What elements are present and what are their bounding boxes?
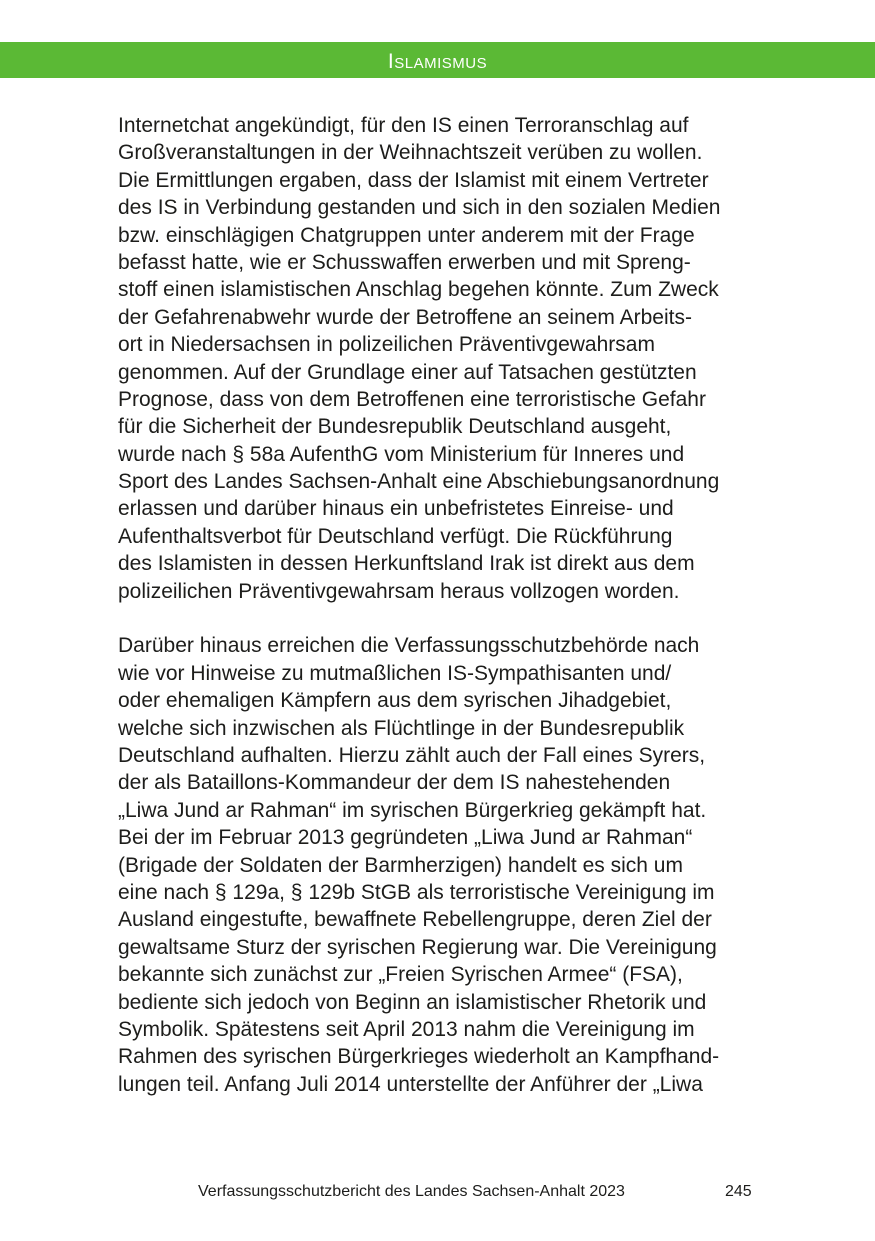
text-line: der als Bataillons-Kommandeur der dem IS nahestehenden bbox=[118, 771, 671, 795]
text-line: des Islamisten in dessen Herkunftsland Irak ist direkt aus dem bbox=[118, 552, 695, 576]
text-line: Symbolik. Spätestens seit April 2013 nahm die Vereinigung im bbox=[118, 1017, 695, 1041]
text-line: Die Ermittlungen ergaben, dass der Islamist mit einem Vertreter bbox=[118, 168, 709, 192]
text-line: erlassen und darüber hinaus ein unbefristetes Einreise- und bbox=[118, 497, 674, 521]
text-line: wie vor Hinweise zu mutmaßlichen IS-Sympathisanten und/ bbox=[118, 661, 672, 685]
text-line: des IS in Verbindung gestanden und sich in den sozialen Medien bbox=[118, 196, 721, 220]
text-line: eine nach § 129a, § 129b StGB als terroristische Vereinigung im bbox=[118, 880, 715, 904]
section-title: Islamismus bbox=[387, 50, 488, 73]
text-line: Ausland eingestufte, bewaffnete Rebellengruppe, deren Ziel der bbox=[118, 908, 712, 932]
text-line: Aufenthaltsverbot für Deutschland verfügt. Die Rückführung bbox=[118, 524, 673, 548]
text-line: Bei der im Februar 2013 gegründeten „Liwa Jund ar Rahman“ bbox=[118, 826, 693, 850]
text-line: Deutschland aufhalten. Hierzu zählt auch der Fall eines Syrers, bbox=[118, 743, 706, 767]
text-line: „Liwa Jund ar Rahman“ im syrischen Bürgerkrieg gekämpft hat. bbox=[118, 798, 707, 822]
text-line: oder ehemaligen Kämpfern aus dem syrischen Jihadgebiet, bbox=[118, 689, 672, 713]
text-line: ort in Niedersachsen in polizeilichen Präventivgewahrsam bbox=[118, 333, 655, 357]
text-line: stoff einen islamistischen Anschlag begehen könnte. Zum Zweck bbox=[118, 278, 719, 302]
text-line: (Brigade der Soldaten der Barmherzigen) handelt es sich um bbox=[118, 853, 683, 877]
text-line: Internetchat angekündigt, für den IS einen Terroranschlag auf bbox=[118, 114, 689, 137]
text-line: bekannte sich zunächst zur „Freien Syrischen Armee“ (FSA), bbox=[118, 963, 683, 987]
text-line: bediente sich jedoch von Beginn an islamistischer Rhetorik und bbox=[118, 990, 707, 1014]
text-line: gewaltsame Sturz der syrischen Regierung war. Die Vereinigung bbox=[118, 935, 717, 959]
text-line: Prognose, dass von dem Betroffenen eine terroristische Gefahr bbox=[118, 387, 706, 411]
paragraph bbox=[118, 112, 778, 605]
text-line: lungen teil. Anfang Juli 2014 unterstellte der Anführer der „Liwa bbox=[118, 1072, 703, 1096]
text-line: Großveranstaltungen in der Weihnachtszeit verüben zu wollen. bbox=[118, 141, 703, 165]
page-number: 245 bbox=[725, 1183, 752, 1200]
footer-publication-title: Verfassungsschutzbericht des Landes Sachsen-Anhalt 2023 bbox=[198, 1183, 625, 1200]
paragraph bbox=[118, 632, 778, 1098]
text-line: für die Sicherheit der Bundesrepublik Deutschland ausgeht, bbox=[118, 415, 672, 439]
text-line: Sport des Landes Sachsen-Anhalt eine Abschiebungsanordnung bbox=[118, 470, 720, 494]
section-header-band bbox=[0, 42, 875, 78]
text-line: polizeilichen Präventivgewahrsam heraus vollzogen worden. bbox=[118, 579, 680, 603]
text-line: Rahmen des syrischen Bürgerkrieges wiederholt an Kampfhand- bbox=[118, 1045, 720, 1069]
text-line: befasst hatte, wie er Schusswaffen erwerben und mit Spreng- bbox=[118, 250, 691, 274]
text-line: welche sich inzwischen als Flüchtlinge in der Bundesrepublik bbox=[118, 716, 685, 740]
paragraph-spacer bbox=[118, 605, 778, 632]
text-line: wurde nach § 58a AufenthG vom Ministerium für Inneres und bbox=[118, 442, 685, 466]
text-line: der Gefahrenabwehr wurde der Betroffene an seinem Arbeits- bbox=[118, 305, 692, 329]
body-text bbox=[118, 112, 778, 1098]
text-line: genommen. Auf der Grundlage einer auf Tatsachen gestützten bbox=[118, 360, 697, 384]
text-line: Darüber hinaus erreichen die Verfassungsschutzbehörde nach bbox=[118, 634, 700, 658]
text-line: bzw. einschlägigen Chatgruppen unter anderem mit der Frage bbox=[118, 223, 695, 247]
